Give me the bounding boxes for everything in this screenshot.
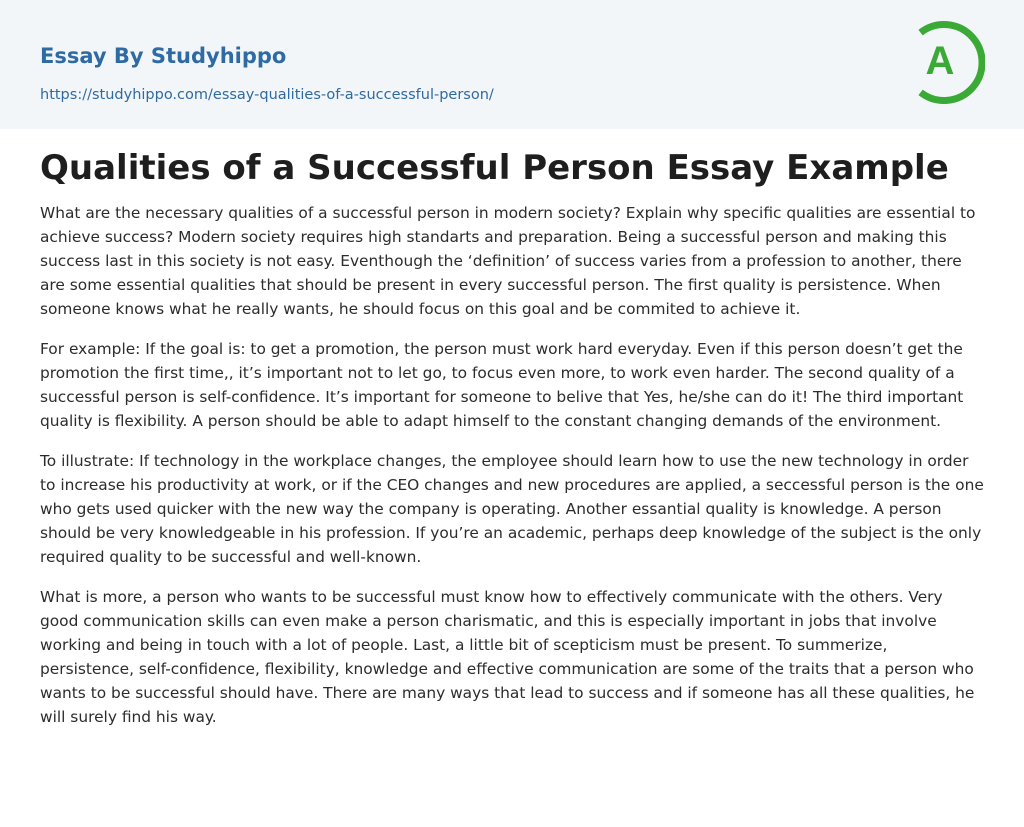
essay-paragraph: What are the necessary qualities of a successful person in modern society? Explain why specific qualities are essential to achieve success? Modern society requires high standarts and preparation. Being a successful person and making this success last in this society is not easy. Eventhough the ‘definition’ of success varies from a profession to another, there are some essential qualities that should be present in every successful person. The first quality is persistence. When someone knows what he really wants, he should focus on this goal and be commited to achieve it. [40, 204, 976, 318]
site-header [0, 0, 1024, 129]
essay-paragraph: For example: If the goal is: to get a promotion, the person must work hard everyday. Even if this person doesn’t get the promotion the first time,, it’s important not to let go, to focus even more, to work even harder. The second quality of a successful person is self-confidence. It’s important for someone to belive that Yes, he/she can do it! The third important quality is flexibility. A person should be able to adapt himself to the constant changing demands of the environment. [40, 340, 964, 430]
source-url-link[interactable]: https://studyhippo.com/essay-qualities-of-a-successful-person/ [40, 87, 494, 103]
essay-content [40, 143, 985, 745]
studyhippo-logo-icon[interactable] [913, 19, 985, 105]
logo-letter: A [925, 39, 955, 83]
brand-title[interactable]: Essay By Studyhippo [40, 44, 287, 68]
essay-paragraph: To illustrate: If technology in the workplace changes, the employee should learn how to use the new technology in order to increase his productivity at work, or if the CEO changes and new procedures are applied, a seccessful person is the one who gets used quicker with the new way the company is operating. Another essantial quality is knowledge. A person should be very knowledgeable in his profession. If you’re an academic, perhaps deep knowledge of the subject is the only required quality to be successful and well-known. [40, 452, 984, 566]
essay-title: Qualities of a Successful Person Essay Example [40, 148, 949, 188]
essay-paragraph: What is more, a person who wants to be successful must know how to effectively communicate with the others. Very good communication skills can even make a person charismatic, and this is especially important in jobs that involve working and being in touch with a lot of people. Last, a little bit of scepticism must be present. To summerize, persistence, self-confidence, flexibility, knowledge and effective communication are some of the traits that a person who wants to be successful should have. There are many ways that lead to success and if someone has all these qualities, he will surely find his way. [40, 588, 975, 726]
